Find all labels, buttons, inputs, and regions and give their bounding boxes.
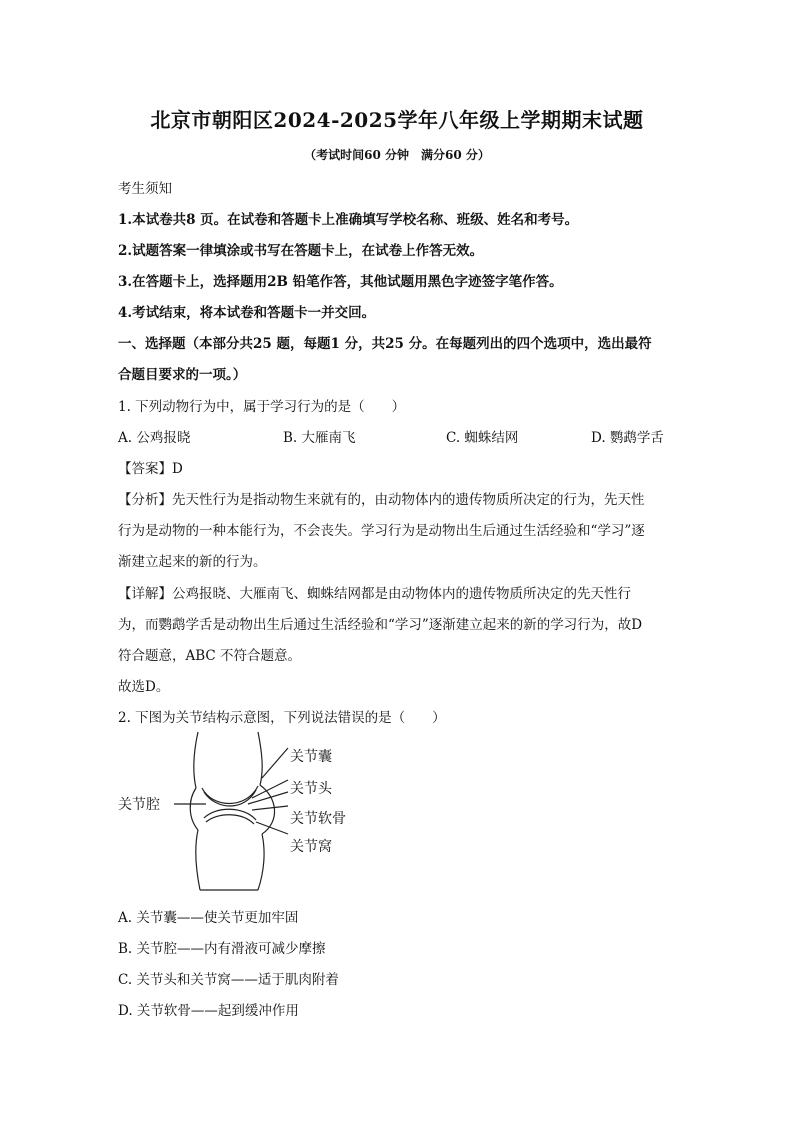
joint-structure-diagram (112, 730, 372, 895)
notice-item-3: 3.在答题卡上，选择题用2B 铅笔作答，其他试题用黑色字迹签字笔作答。 (118, 274, 563, 290)
q1-detail-line-2: 为，而鹦鹉学舌是动物出生后通过生活经验和“学习”逐渐建立起来的新的学习行为，故D (118, 617, 643, 633)
section-heading-line-2: 合题目要求的一项。） (118, 367, 247, 383)
question-1-stem: 1. 下列动物行为中，属于学习行为的是（ ） (118, 399, 406, 415)
question-2-stem: 2. 下图为关节结构示意图，下列说法错误的是（ ） (118, 710, 446, 726)
exam-info: （考试时间60 分钟 满分60 分） (304, 148, 490, 162)
q1-answer: 【答案】D (118, 461, 183, 477)
q1-detail-line-3: 符合题意，ABC 不符合题意。 (118, 648, 302, 664)
q1-option-b: B. 大雁南飞 (283, 430, 356, 446)
page-title: 北京市朝阳区2024-2025学年八年级上学期期末试题 (150, 108, 644, 132)
q1-option-d: D. 鹦鹉学舌 (591, 430, 664, 446)
label-joint-cartilage: 关节软骨 (290, 811, 346, 827)
q1-analysis-line-3: 渐建立起来的新的行为。 (118, 554, 267, 570)
q2-option-a: A. 关节囊——使关节更加牢固 (118, 910, 299, 926)
section-heading-line-1: 一、选择题（本部分共25 题，每题1 分，共25 分。在每题列出的四个选项中，选出最符 (118, 336, 652, 352)
label-joint-head: 关节头 (290, 781, 332, 797)
q2-option-d: D. 关节软骨——起到缓冲作用 (118, 1003, 299, 1019)
q2-option-b: B. 关节腔——内有滑液可减少摩擦 (118, 941, 326, 957)
q1-conclusion: 故选D。 (118, 679, 170, 695)
notice-item-4: 4.考试结束，将本试卷和答题卡一并交回。 (118, 305, 376, 321)
q1-analysis-line-1: 【分析】先天性行为是指动物生来就有的，由动物体内的遗传物质所决定的行为，先天性 (118, 492, 645, 508)
label-joint-socket: 关节窝 (290, 839, 332, 855)
notice-item-2: 2.试题答案一律填涂或书写在答题卡上，在试卷上作答无效。 (118, 243, 484, 259)
q1-detail-line-1: 【详解】公鸡报晓、大雁南飞、蜘蛛结网都是由动物体内的遗传物质所决定的先天性行 (118, 586, 631, 602)
q2-option-c: C. 关节头和关节窝——适于肌肉附着 (118, 972, 339, 988)
notice-item-1: 1.本试卷共8 页。在试卷和答题卡上准确填写学校名称、班级、姓名和考号。 (118, 212, 579, 228)
q1-analysis-line-2: 行为是动物的一种本能行为，不会丧失。学习行为是动物出生后通过生活经验和“学习”逐 (118, 523, 645, 539)
notice-heading: 考生须知 (118, 181, 172, 197)
label-joint-capsule: 关节囊 (290, 749, 332, 765)
q1-option-c: C. 蜘蛛结网 (446, 430, 519, 446)
label-joint-cavity: 关节腔 (118, 797, 160, 813)
q1-option-a: A. 公鸡报晓 (118, 430, 191, 446)
